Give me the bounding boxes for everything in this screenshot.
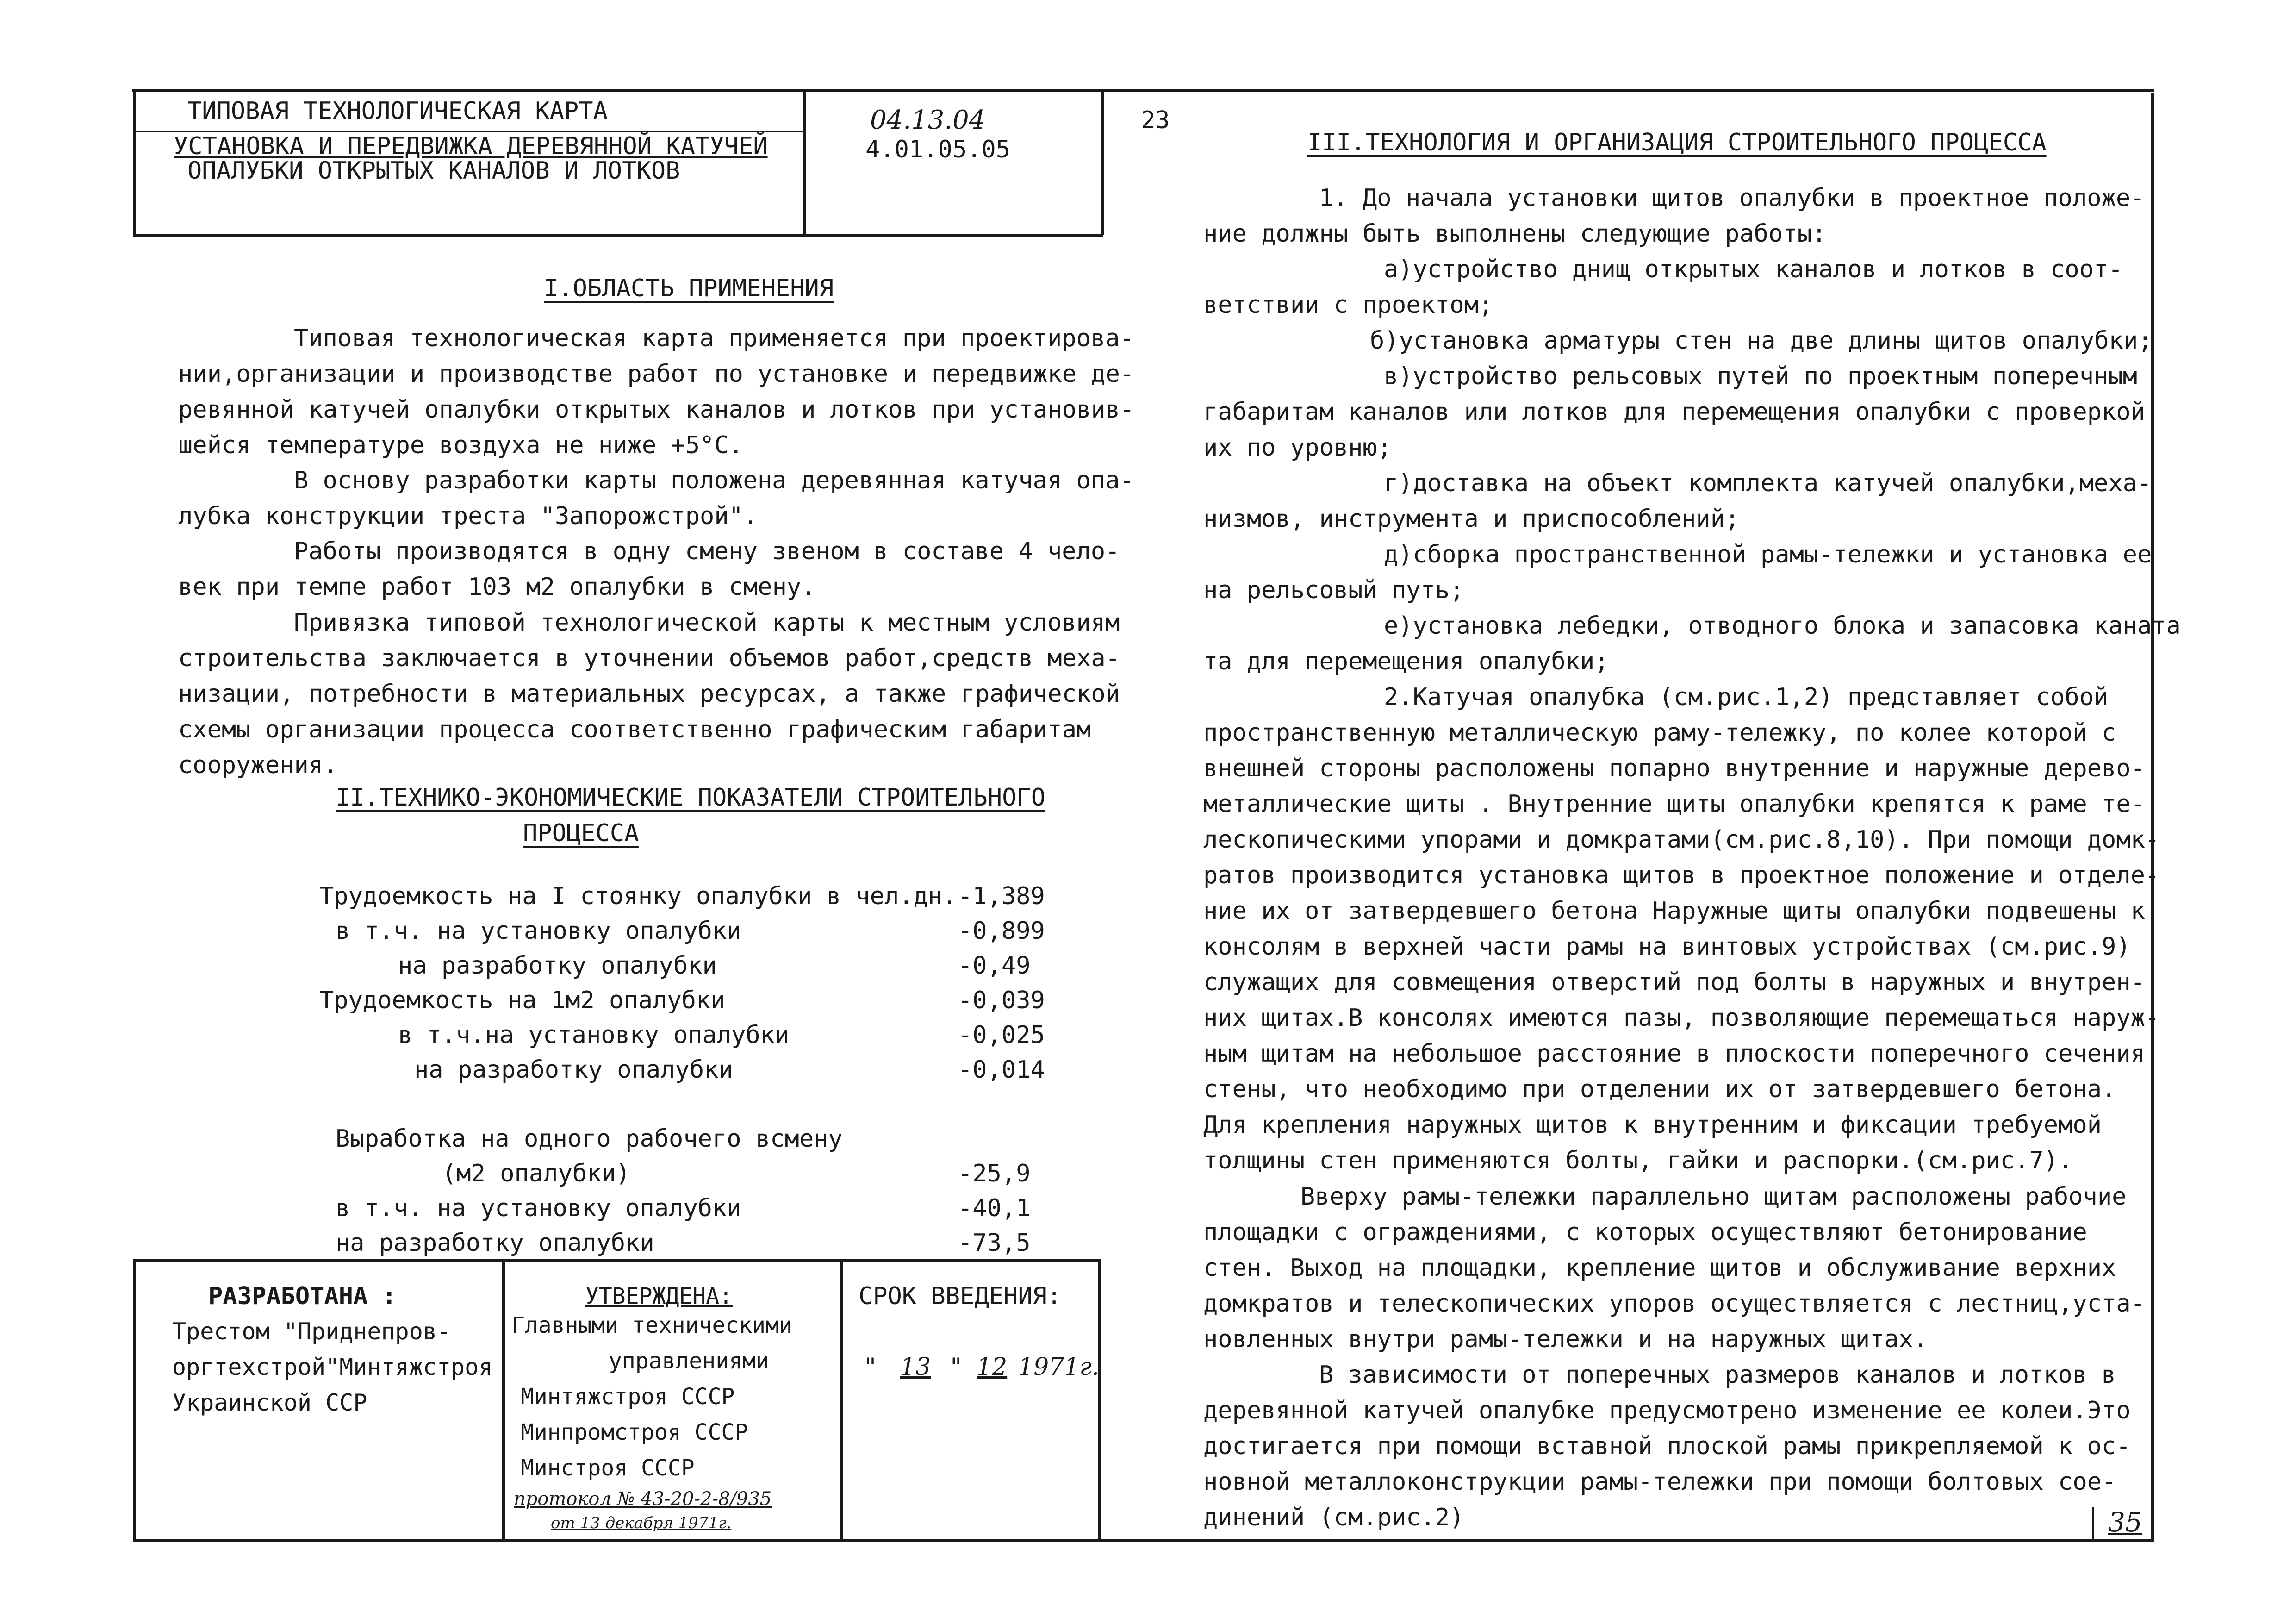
- text-line: Вверху рамы-тележки параллельно щитам расположены рабочие: [1300, 1183, 2127, 1211]
- indicator-value: -0,039: [958, 987, 1045, 1014]
- deadline-quote-open-1: ": [863, 1353, 878, 1381]
- text-line: лубка конструкции треста "Запорожстрой".: [178, 502, 758, 530]
- text-line: лескопическими упорами и домкратами(см.рис.8,10). При помощи домк-: [1203, 826, 2160, 854]
- text-line: Минтяжстроя СССР: [521, 1384, 735, 1410]
- text-line: Привязка типовой технологической карты к местным условиям: [294, 609, 1120, 637]
- indicator-label: в т.ч.на установку опалубки: [398, 1021, 790, 1049]
- indicator-label: в т.ч. на установку опалубки: [336, 1194, 741, 1222]
- text-line: Трестом "Приднепров-: [172, 1318, 451, 1345]
- indicator-value: -0,014: [958, 1056, 1045, 1084]
- section3-item-a: [1203, 252, 2123, 323]
- indicator-label: на разработку опалубки: [398, 952, 717, 980]
- text-line: шейся температуре воздуха не ниже +5°С.: [178, 431, 743, 459]
- text-line: схемы организации процесса соответственно графическим габаритам: [178, 716, 1091, 743]
- text-line: ревянной катучей опалубки открытых каналов и лотков при установив-: [178, 396, 1135, 424]
- stamp-code-1: 04.13.04: [870, 105, 986, 135]
- developed-label: РАЗРАБОТАНА :: [208, 1282, 397, 1310]
- protocol-date: от 13 декабря 1971г.: [551, 1514, 732, 1532]
- text-line: та для перемещения опалубки;: [1203, 648, 1609, 675]
- text-line: ние их от затвердевшего бетона Наружные щиты опалубки подвешены к: [1203, 897, 2145, 925]
- indicator-label: Трудоемкость на 1м2 опалубки: [319, 987, 725, 1014]
- text-line: в)устройство рельсовых путей по проектным поперечным: [1384, 362, 2137, 390]
- text-line: ние должны быть выполнены следующие работы:: [1203, 220, 1827, 248]
- developed-by: [172, 1314, 492, 1421]
- approved-label: УТВЕРЖДЕНА:: [585, 1283, 733, 1309]
- deadline-day: 13: [900, 1353, 931, 1381]
- section3-paragraph-3: [1203, 1179, 2145, 1357]
- indicator-value: -0,025: [958, 1021, 1045, 1049]
- text-line: новной металлоконструкции рамы-тележки при помощи болтовых сое-: [1203, 1468, 2116, 1496]
- deadline-year: 1971г.: [1018, 1353, 1100, 1381]
- text-line: нии,организации и производстве работ по установке и передвижке де-: [178, 360, 1135, 388]
- stamp-divider-vertical-2: [1101, 89, 1104, 235]
- text-line: служащих для совмещения отверстий под болты в наружных и внутрен-: [1203, 968, 2145, 996]
- section1-paragraph-4: [178, 605, 1120, 783]
- text-line: консолям в верхней части рамы на винтовых устройствах (см.рис.9): [1203, 933, 2131, 961]
- text-line: е)установка лебедки, отводного блока и запасовка каната: [1384, 612, 2181, 640]
- text-line: д)сборка пространственной рамы-тележки и установка ее: [1384, 541, 2152, 568]
- text-line: 1. До начала установки щитов опалубки в проектное положе-: [1319, 184, 2145, 212]
- text-line: г)доставка на объект комплекта катучей опалубки,меха-: [1384, 469, 2152, 497]
- text-line: стены, что необходимо при отделении их от затвердевшего бетона.: [1203, 1075, 2116, 1103]
- text-line: управлениями: [609, 1348, 769, 1374]
- text-line: оргтехстрой"Минтяжстроя: [172, 1354, 493, 1380]
- section1-paragraph-3: [178, 534, 1120, 605]
- text-line: а)устройство днищ открытых каналов и лотков в соот-: [1384, 256, 2123, 283]
- text-line: ным щитам на небольшое расстояние в плоскости поперечного сечения: [1203, 1040, 2145, 1068]
- text-line: металлические щиты . Внутренние щиты опалубки крепятся к раме те-: [1203, 790, 2145, 818]
- approved-by: [511, 1308, 792, 1486]
- stamp-code-2: 4.01.05.05: [865, 136, 1011, 163]
- indicator-label: (м2 опалубки): [442, 1160, 630, 1187]
- stamp-title-line1: УСТАНОВКА И ПЕРЕДВИЖКА ДЕРЕВЯННОЙ КАТУЧЕЙ: [174, 132, 768, 160]
- text-line: Минпромстроя СССР: [521, 1419, 748, 1445]
- footer-right-border: [1098, 1259, 1101, 1542]
- text-line: В зависимости от поперечных размеров каналов и лотков в: [1319, 1361, 2116, 1389]
- text-line: ветствии с проектом;: [1203, 291, 1493, 319]
- text-line: них щитах.В консолях имеются пазы, позволяющие перемещаться наруж-: [1203, 1004, 2160, 1032]
- stamp-divider-vertical-1: [803, 89, 806, 235]
- text-line: домкратов и телескопических упоров осуществляется с лестниц,уста-: [1203, 1290, 2145, 1318]
- top-border: [132, 89, 2154, 92]
- section3-item-v: [1203, 359, 2145, 466]
- sheet-number: 23: [1141, 106, 1170, 134]
- left-border-top: [133, 89, 136, 237]
- indicator-value: -73,5: [958, 1229, 1031, 1257]
- text-line: Для крепления наружных щитов к внутренним и фиксации требуемой: [1203, 1111, 2102, 1139]
- text-line: низмов, инструмента и приспособлений;: [1203, 505, 1740, 533]
- text-line: ратов производится установка щитов в проектное положение и отделе-: [1203, 862, 2160, 889]
- deadline-month: 12: [977, 1353, 1008, 1381]
- footer-left-border: [133, 1259, 136, 1542]
- text-line: их по уровню;: [1203, 434, 1392, 462]
- section1-heading: I.ОБЛАСТЬ ПРИМЕНЕНИЯ: [544, 275, 834, 302]
- deadline-quote-open-2: ": [949, 1353, 964, 1381]
- stamp-type-label: ТИПОВАЯ ТЕХНОЛОГИЧЕСКАЯ КАРТА: [187, 97, 608, 125]
- text-line: деревянной катучей опалубке предусмотрено изменение ее колеи.Это: [1203, 1397, 2131, 1424]
- indicator-value: -0,49: [958, 952, 1031, 980]
- text-line: Главными техническими: [511, 1312, 792, 1338]
- stamp-title-line2: ОПАЛУБКИ ОТКРЫТЫХ КАНАЛОВ И ЛОТКОВ: [187, 157, 680, 185]
- indicator-label: на разработку опалубки: [414, 1056, 733, 1084]
- text-line: строительства заключается в уточнении объемов работ,средств меха-: [178, 644, 1120, 672]
- section3-item-b: [1203, 323, 2153, 359]
- footer-divider-1: [502, 1259, 505, 1542]
- protocol-number: протокол № 43-20-2-8/935: [514, 1488, 772, 1510]
- section3-paragraph-2: [1203, 680, 2159, 1179]
- text-line: Минстроя СССР: [521, 1455, 695, 1481]
- section3-paragraph-1: [1203, 181, 2145, 252]
- text-line: пространственную металлическую раму-тележку, по колее которой с: [1203, 719, 2116, 747]
- section2-heading-line2: ПРОЦЕССА: [523, 819, 639, 847]
- indicator-label: Трудоемкость на I стоянку опалубки в чел.дн.: [319, 882, 957, 910]
- page-number: 35: [2108, 1506, 2142, 1538]
- text-line: площадки с ограждениями, с которых осуществляют бетонирование: [1203, 1218, 2087, 1246]
- indicator-value: -40,1: [958, 1194, 1031, 1222]
- indicator-value: -25,9: [958, 1160, 1031, 1187]
- text-line: низации, потребности в материальных ресурсах, а также графической: [178, 680, 1120, 708]
- text-line: стен. Выход на площадки, крепление щитов и обслуживание верхних: [1203, 1254, 2116, 1282]
- section2-heading-line1: II.ТЕХНИКО-ЭКОНОМИЧЕСКИЕ ПОКАЗАТЕЛИ СТРОИТЕЛЬНОГО: [336, 784, 1046, 812]
- text-line: новленных внутри рамы-тележки и на наружных щитах.: [1203, 1325, 1928, 1353]
- stamp-bottom-border: [133, 234, 1103, 237]
- text-line: сооружения.: [178, 751, 338, 779]
- section3-paragraph-4: [1203, 1357, 2131, 1536]
- section1-paragraph-2: [178, 463, 1134, 534]
- section3-heading: III.ТЕХНОЛОГИЯ И ОРГАНИЗАЦИЯ СТРОИТЕЛЬНОГО ПРОЦЕССА: [1307, 129, 2047, 156]
- text-line: Работы производятся в одну смену звеном в составе 4 чело-: [294, 537, 1120, 565]
- section3-item-e: [1203, 608, 2181, 680]
- text-line: век при темпе работ 103 м2 опалубки в смену.: [178, 573, 816, 601]
- section3-item-g: [1203, 466, 2152, 537]
- text-line: на рельсовый путь;: [1203, 576, 1464, 604]
- text-line: внешней стороны расположены попарно внутренние и наружные дерево-: [1203, 755, 2145, 782]
- bottom-border: [133, 1539, 2154, 1542]
- indicator-value: -0,899: [958, 917, 1045, 945]
- indicator-label: Выработка на одного рабочего всмену: [336, 1125, 843, 1153]
- footer-divider-2: [840, 1259, 843, 1542]
- indicator-label: в т.ч. на установку опалубки: [336, 917, 741, 945]
- text-line: б)установка арматуры стен на две длины щитов опалубки;: [1370, 327, 2153, 355]
- text-line: Типовая технологическая карта применяется при проектирова-: [294, 325, 1134, 352]
- text-line: толщины стен применяются болты, гайки и распорки.(см.рис.7).: [1203, 1147, 2073, 1174]
- indicator-value: -1,389: [958, 882, 1045, 910]
- text-line: В основу разработки карты положена деревянная катучая опа-: [294, 467, 1134, 494]
- text-line: динений (см.рис.2): [1203, 1504, 1464, 1531]
- deadline-label: СРОК ВВЕДЕНИЯ:: [859, 1282, 1062, 1310]
- text-line: Украинской ССР: [172, 1389, 367, 1416]
- indicator-label: на разработку опалубки: [336, 1229, 654, 1257]
- text-line: габаритам каналов или лотков для перемещения опалубки с проверкой: [1203, 398, 2145, 426]
- text-line: 2.Катучая опалубка (см.рис.1,2) представляет собой: [1384, 683, 2109, 711]
- section3-item-d: [1203, 537, 2152, 608]
- text-line: достигается при помощи вставной плоской рамы прикрепляемой к ос-: [1203, 1432, 2131, 1460]
- section1-paragraph-1: [178, 321, 1134, 463]
